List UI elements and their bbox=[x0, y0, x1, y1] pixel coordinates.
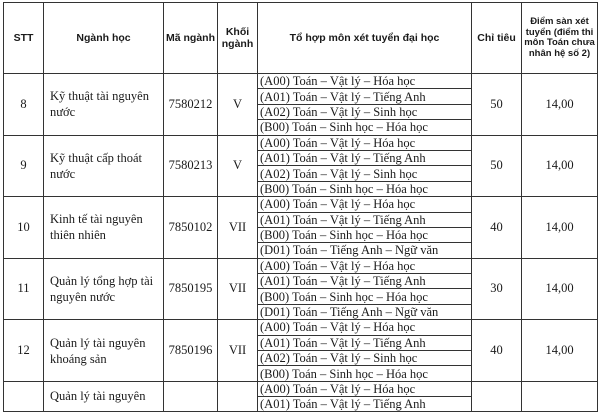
subject-combination-cell: (A00) Toán – Vật lý – Hóa học bbox=[258, 135, 472, 150]
quota-cell: 40 bbox=[472, 197, 522, 259]
major-code-cell: 7580213 bbox=[164, 135, 218, 197]
min-score-cell: 14,00 bbox=[522, 74, 598, 136]
subject-combination-cell: (A02) Toán – Vật lý – Sinh học bbox=[258, 351, 472, 366]
stt-cell: 11 bbox=[4, 258, 44, 320]
major-code-cell: 7850195 bbox=[164, 258, 218, 320]
major-group-cell: VII bbox=[218, 258, 258, 320]
min-score-cell: 14,00 bbox=[522, 320, 598, 382]
header-nganh-hoc: Ngành học bbox=[44, 3, 164, 74]
table-row bbox=[4, 381, 598, 396]
major-group-cell: V bbox=[218, 135, 258, 197]
stt-cell: 8 bbox=[4, 74, 44, 136]
major-code-cell: 7580212 bbox=[164, 74, 218, 136]
major-name-cell: Quản lý tài nguyên bbox=[44, 381, 164, 411]
major-group-cell: VII bbox=[218, 320, 258, 382]
subject-combination-cell: (A01) Toán – Vật lý – Tiếng Anh bbox=[258, 212, 472, 227]
table-row bbox=[4, 320, 598, 335]
subject-combination-cell: (B00) Toán – Sinh học – Hóa học bbox=[258, 120, 472, 135]
stt-cell: 12 bbox=[4, 320, 44, 382]
quota-cell: 50 bbox=[472, 135, 522, 197]
subject-combination-cell: (B00) Toán – Sinh học – Hóa học bbox=[258, 227, 472, 242]
subject-combination-cell: (A00) Toán – Vật lý – Hóa học bbox=[258, 381, 472, 396]
major-name-cell: Kỹ thuật cấp thoát nước bbox=[44, 135, 164, 197]
subject-combination-cell: (B00) Toán – Sinh học – Hóa học bbox=[258, 289, 472, 304]
subject-combination-cell: (A01) Toán – Vật lý – Tiếng Anh bbox=[258, 335, 472, 350]
quota-cell: 50 bbox=[472, 74, 522, 136]
major-name-cell: Quản lý tổng hợp tài nguyên nước bbox=[44, 258, 164, 320]
subject-combination-cell: (A01) Toán – Vật lý – Tiếng Anh bbox=[258, 396, 472, 411]
major-group-cell: VII bbox=[218, 197, 258, 259]
header-chi-tieu: Chỉ tiêu bbox=[472, 3, 522, 74]
table-row bbox=[4, 197, 598, 212]
subject-combination-cell: (A01) Toán – Vật lý – Tiếng Anh bbox=[258, 89, 472, 104]
major-name-cell: Kỹ thuật tài nguyên nước bbox=[44, 74, 164, 136]
quota-cell: 30 bbox=[472, 258, 522, 320]
major-code-cell: 7850196 bbox=[164, 320, 218, 382]
table-row bbox=[4, 135, 598, 150]
table-row bbox=[4, 74, 598, 89]
subject-combination-cell: (A02) Toán – Vật lý – Sinh học bbox=[258, 104, 472, 119]
header-khoi-nganh: Khối ngành bbox=[218, 3, 258, 74]
min-score-cell bbox=[522, 381, 598, 411]
table-row bbox=[4, 258, 598, 273]
min-score-cell: 14,00 bbox=[522, 135, 598, 197]
subject-combination-cell: (D01) Toán – Tiếng Anh – Ngữ văn bbox=[258, 243, 472, 258]
quota-cell bbox=[472, 381, 522, 411]
header-to-hop: Tổ hợp môn xét tuyển đại học bbox=[258, 3, 472, 74]
min-score-cell: 14,00 bbox=[522, 197, 598, 259]
min-score-cell: 14,00 bbox=[522, 258, 598, 320]
header-ma-nganh: Mã ngành bbox=[164, 3, 218, 74]
major-group-cell bbox=[218, 381, 258, 411]
stt-cell bbox=[4, 381, 44, 411]
major-name-cell: Kinh tế tài nguyên thiên nhiên bbox=[44, 197, 164, 259]
subject-combination-cell: (B00) Toán – Sinh học – Hóa học bbox=[258, 366, 472, 381]
subject-combination-cell: (A00) Toán – Vật lý – Hóa học bbox=[258, 320, 472, 335]
major-code-cell bbox=[164, 381, 218, 411]
major-name-cell: Quản lý tài nguyên khoáng sản bbox=[44, 320, 164, 382]
table-body bbox=[4, 74, 598, 412]
subject-combination-cell: (B00) Toán – Sinh học – Hóa học bbox=[258, 181, 472, 196]
subject-combination-cell: (A00) Toán – Vật lý – Hóa học bbox=[258, 258, 472, 273]
admission-table bbox=[3, 2, 598, 412]
subject-combination-cell: (A01) Toán – Vật lý – Tiếng Anh bbox=[258, 274, 472, 289]
major-group-cell: V bbox=[218, 74, 258, 136]
major-code-cell: 7850102 bbox=[164, 197, 218, 259]
subject-combination-cell: (D01) Toán – Tiếng Anh – Ngữ văn bbox=[258, 304, 472, 319]
subject-combination-cell: (A00) Toán – Vật lý – Hóa học bbox=[258, 197, 472, 212]
stt-cell: 10 bbox=[4, 197, 44, 259]
subject-combination-cell: (A00) Toán – Vật lý – Hóa học bbox=[258, 74, 472, 89]
quota-cell: 40 bbox=[472, 320, 522, 382]
stt-cell: 9 bbox=[4, 135, 44, 197]
header-row bbox=[4, 3, 598, 74]
subject-combination-cell: (A01) Toán – Vật lý – Tiếng Anh bbox=[258, 150, 472, 165]
header-diem-san: Điểm sàn xét tuyển (điểm thi môn Toán chưa nhân hệ số 2) bbox=[522, 3, 598, 74]
subject-combination-cell: (A02) Toán – Vật lý – Sinh học bbox=[258, 166, 472, 181]
header-stt: STT bbox=[4, 3, 44, 74]
